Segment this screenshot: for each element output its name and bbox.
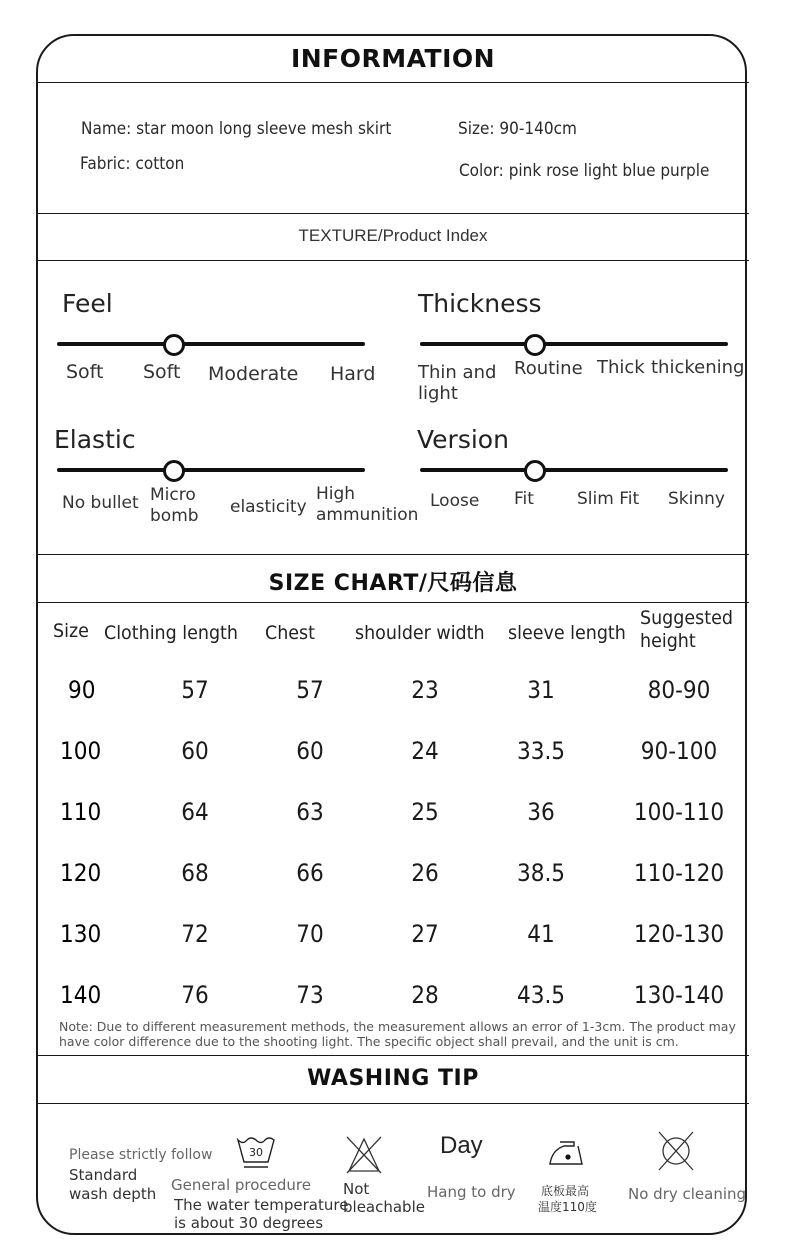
column-header: Suggested height [640, 607, 733, 652]
table-cell: 63 [296, 798, 324, 826]
divider [36, 1055, 749, 1056]
table-cell: 26 [411, 859, 439, 887]
texture-title: TEXTURE/Product Index [298, 226, 488, 245]
divider [36, 82, 749, 83]
table-cell: 80-90 [647, 676, 711, 704]
no-dry-clean-icon [655, 1130, 697, 1172]
size-cell: 130 [60, 920, 102, 948]
table-cell: 64 [181, 798, 209, 826]
elastic-label: Elastic [54, 425, 136, 454]
version-slider-track [420, 468, 728, 472]
table-cell: 24 [411, 737, 439, 765]
washing-tip-title: WASHING TIP [307, 1066, 479, 1091]
size-chart-title: SIZE CHART/尺码信息 [268, 571, 518, 596]
product-color: Color: pink rose light blue purple [459, 161, 710, 181]
table-cell: 76 [181, 981, 209, 1009]
general-procedure: General procedure [171, 1176, 311, 1194]
table-cell: 68 [181, 859, 209, 887]
table-cell: 72 [181, 920, 209, 948]
hang-dry-icon: Day [440, 1132, 483, 1159]
table-cell: 66 [296, 859, 324, 887]
no-bleach-icon [343, 1133, 385, 1175]
divider [36, 554, 749, 555]
svg-text:30: 30 [249, 1146, 263, 1159]
size-cell: 140 [60, 981, 102, 1009]
table-cell: 36 [527, 798, 555, 826]
table-cell: 27 [411, 920, 439, 948]
elastic-option: No bullet [62, 493, 139, 513]
thickness-option: thickening [651, 357, 745, 378]
thickness-slider-knob [524, 334, 546, 356]
version-slider-knob [524, 460, 546, 482]
divider [36, 602, 749, 603]
washing-intro: Please strictly follow [69, 1147, 213, 1163]
iron-line1: 底板最高 [541, 1184, 590, 1198]
thickness-option: Routine [514, 358, 583, 379]
elastic-option: High ammunition [316, 484, 419, 525]
thickness-label: Thickness [418, 289, 542, 318]
table-cell: 28 [411, 981, 439, 1009]
size-cell: 110 [60, 798, 102, 826]
divider [36, 213, 749, 214]
column-header: Size [53, 620, 89, 642]
version-option: Skinny [668, 489, 725, 509]
version-option: Loose [430, 491, 480, 511]
column-header: Chest [265, 622, 316, 644]
table-cell: 23 [411, 676, 439, 704]
product-size: Size: 90-140cm [458, 119, 577, 139]
water-temp-line2: is about 30 degrees [174, 1214, 324, 1232]
iron-icon [546, 1138, 586, 1168]
table-cell: 100-110 [633, 798, 725, 826]
size-cell: 90 [68, 676, 96, 704]
feel-slider-track [57, 342, 365, 346]
thickness-option: Thick [597, 357, 645, 378]
thickness-option: Thin and light [418, 362, 497, 404]
wash-30-icon [234, 1136, 278, 1170]
table-cell: 70 [296, 920, 324, 948]
elastic-slider-track [57, 468, 365, 472]
size-note-line2: have color difference due to the shooting light. The specific object shall prevail, and the unit is cm. [59, 1034, 679, 1049]
table-cell: 31 [527, 676, 555, 704]
column-header: Clothing length [104, 622, 239, 644]
table-cell: 130-140 [633, 981, 725, 1009]
feel-option: Hard [330, 363, 376, 385]
feel-label: Feel [62, 289, 113, 318]
table-cell: 90-100 [640, 737, 718, 765]
table-cell: 38.5 [516, 859, 566, 887]
iron-line2: 温度110度 [538, 1200, 597, 1214]
no-dry-cleaning: No dry cleaning [628, 1185, 747, 1203]
table-cell: 25 [411, 798, 439, 826]
standard-line2: wash depth [69, 1185, 157, 1203]
column-header: sleeve length [508, 622, 626, 644]
table-cell: 60 [296, 737, 324, 765]
bleach-line1: Not [343, 1180, 370, 1198]
thickness-slider-track [420, 342, 728, 346]
table-cell: 60 [181, 737, 209, 765]
product-fabric: Fabric: cotton [80, 154, 185, 174]
information-title: INFORMATION [290, 44, 496, 73]
water-temp-line1: The water temperature [174, 1196, 349, 1214]
table-cell: 110-120 [633, 859, 725, 887]
column-header: shoulder width [355, 622, 485, 644]
divider [36, 260, 749, 261]
elastic-slider-knob [163, 460, 185, 482]
product-name: Name: star moon long sleeve mesh skirt [81, 119, 392, 139]
table-cell: 73 [296, 981, 324, 1009]
version-option: Fit [514, 489, 534, 509]
table-cell: 120-130 [633, 920, 725, 948]
size-cell: 120 [60, 859, 102, 887]
table-cell: 43.5 [516, 981, 566, 1009]
feel-option: Soft [66, 361, 104, 383]
hang-to-dry: Hang to dry [427, 1183, 516, 1201]
feel-slider-knob [163, 334, 185, 356]
table-cell: 41 [527, 920, 555, 948]
table-cell: 57 [181, 676, 209, 704]
version-option: Slim Fit [577, 489, 640, 509]
bleach-line2: bleachable [343, 1198, 425, 1216]
elastic-option: elasticity [230, 497, 307, 517]
standard-line1: Standard [69, 1166, 138, 1184]
table-cell: 33.5 [516, 737, 566, 765]
divider [36, 1103, 749, 1104]
version-label: Version [417, 425, 509, 454]
feel-option: Soft [143, 361, 181, 383]
feel-option: Moderate [208, 363, 299, 385]
elastic-option: Micro bomb [150, 485, 199, 526]
size-note-line1: Note: Due to different measurement methods, the measurement allows an error of 1-3cm. The product may [59, 1019, 736, 1034]
size-cell: 100 [60, 737, 102, 765]
table-cell: 57 [296, 676, 324, 704]
